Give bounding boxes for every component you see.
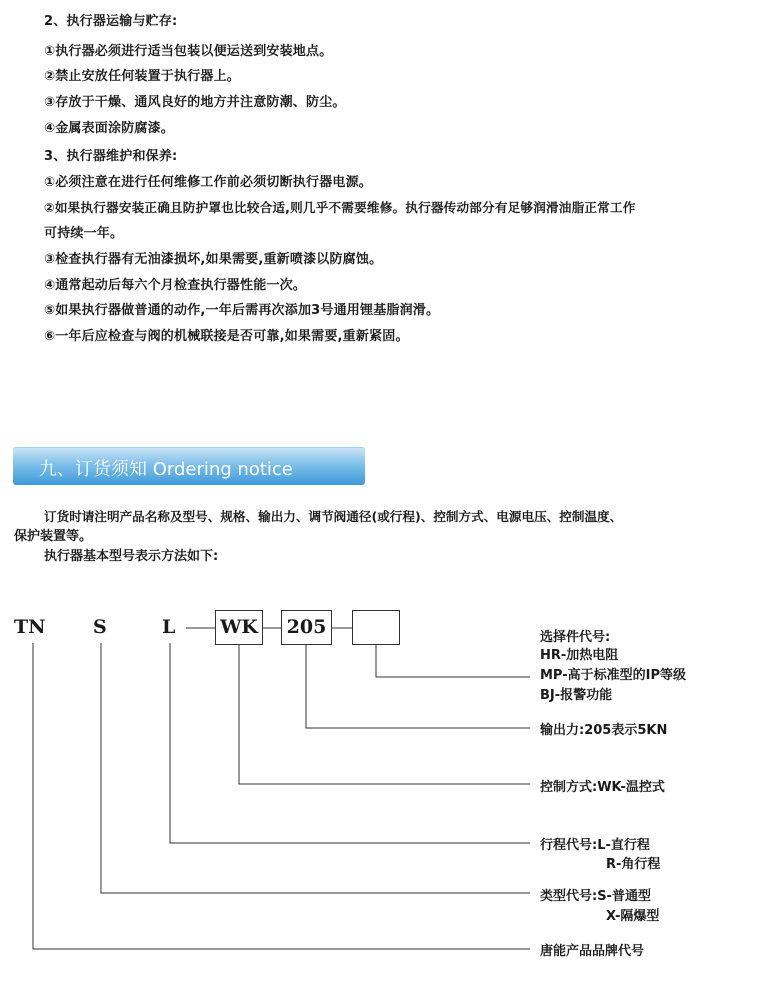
type-description: 类型代号:S-普通型 bbox=[540, 889, 651, 904]
model-intro: 执行器基本型号表示方法如下: bbox=[44, 549, 219, 564]
section3-item-1: ①必须注意在进行任何维修工作前必须切断执行器电源。 bbox=[44, 175, 373, 190]
section2-item-4: ④金属表面涂防腐漆。 bbox=[44, 121, 175, 136]
section3-item-3: ③检查执行器有无油漆损坏,如果需要,重新喷漆以防腐蚀。 bbox=[44, 252, 383, 267]
control-description: 控制方式:WK-温控式 bbox=[540, 780, 665, 795]
brand-description: 唐能产品品牌代号 bbox=[540, 944, 645, 959]
model-code-tn: TN bbox=[14, 616, 46, 638]
ordering-paragraph-cont: 保护装置等。 bbox=[14, 529, 93, 544]
ordering-banner-title: 九、订货须知 Ordering notice bbox=[39, 459, 293, 480]
section2-item-3: ③存放于干燥、通风良好的地方并注意防潮、防尘。 bbox=[44, 95, 346, 110]
section3-item-2: ②如果执行器安装正确且防护罩也比较合适,则几乎不需要维修。执行器传动部分有足够润滑油脂正常工作 bbox=[44, 200, 636, 215]
model-code-s: S bbox=[93, 616, 107, 638]
force-description: 输出力:205表示5KN bbox=[540, 723, 668, 738]
model-code-force: 205 bbox=[281, 610, 332, 645]
stroke-description: 行程代号:L-直行程 bbox=[540, 838, 650, 853]
ordering-paragraph: 订货时请注明产品名称及型号、规格、输出力、调节阀通径(或行程)、控制方式、电源电压、控制温度、 bbox=[44, 509, 623, 524]
option-mp: MP-高于标准型的IP等级 bbox=[540, 668, 686, 683]
stroke-description-angular: R-角行程 bbox=[606, 857, 661, 872]
section3-item-5: ⑤如果执行器做普通的动作,一年后需再次添加3号通用锂基脂润滑。 bbox=[44, 303, 440, 318]
option-hr: HR-加热电阻 bbox=[540, 648, 619, 663]
section3-title: 3、执行器维护和保养: bbox=[44, 149, 178, 164]
model-code-option-box bbox=[352, 610, 400, 645]
option-title: 选择件代号: bbox=[540, 630, 611, 645]
type-description-explosion: X-隔爆型 bbox=[606, 909, 660, 924]
option-bj: BJ-报警功能 bbox=[540, 688, 613, 703]
section2-item-1: ①执行器必须进行适当包装以便运送到安装地点。 bbox=[44, 44, 333, 59]
section3-item-4: ④通常起动后每六个月检查执行器性能一次。 bbox=[44, 278, 307, 293]
section2-item-2: ②禁止安放任何装置于执行器上。 bbox=[44, 69, 241, 84]
section3-item-6: ⑥一年后应检查与阀的机械联接是否可靠,如果需要,重新紧固。 bbox=[44, 329, 409, 344]
model-code-wk: WK bbox=[215, 610, 263, 645]
section2-title: 2、执行器运输与贮存: bbox=[44, 14, 178, 29]
model-code-l: L bbox=[162, 616, 176, 638]
section3-item-2-cont: 可持续一年。 bbox=[44, 226, 124, 241]
